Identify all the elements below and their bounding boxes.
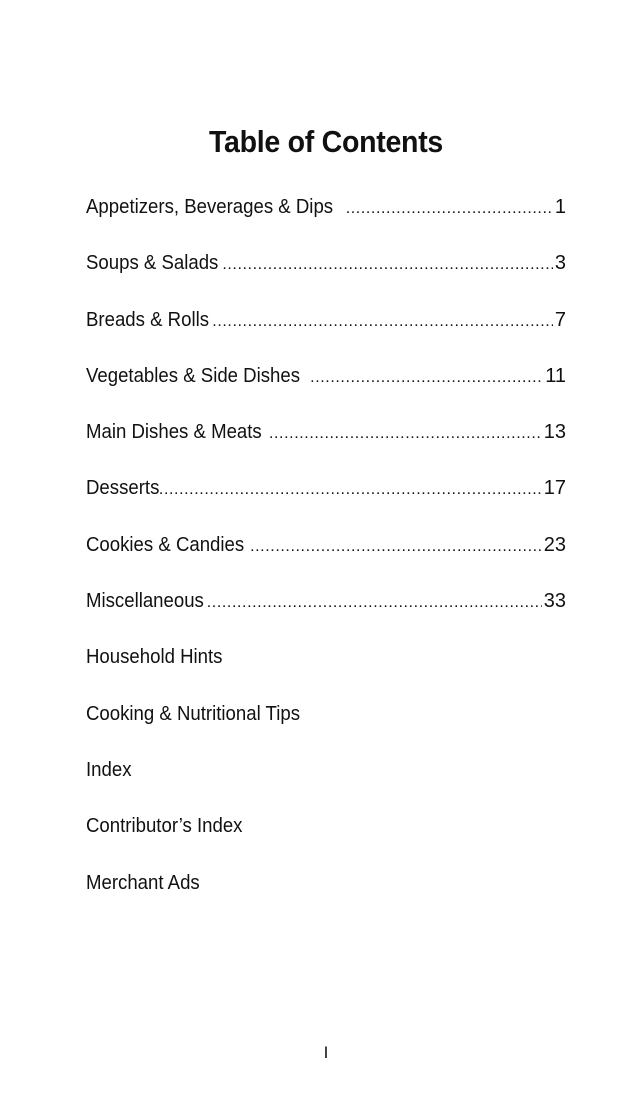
toc-entry-label: Cooking & Nutritional Tips	[86, 702, 301, 725]
toc-entry-page: 13	[543, 421, 566, 444]
toc-dot-leader	[250, 538, 542, 556]
toc-entry	[86, 365, 566, 421]
toc-dot-leader	[212, 313, 553, 331]
toc-entry	[86, 252, 566, 308]
toc-entry	[86, 196, 566, 252]
toc-entry-page: 7	[554, 308, 566, 331]
toc-entry	[86, 815, 566, 871]
toc-dot-leader	[222, 256, 553, 274]
toc-entry	[86, 646, 566, 702]
toc-entry	[86, 534, 566, 590]
toc-entry	[86, 309, 566, 365]
toc-entry-label: Breads & Rolls	[86, 308, 210, 331]
toc-entry	[86, 477, 566, 533]
toc-entry-label: Appetizers, Beverages & Dips	[86, 196, 334, 218]
toc-entry	[86, 759, 566, 815]
toc-entry-page: 3	[554, 252, 566, 275]
toc-entry-label: Household Hints	[86, 646, 223, 669]
toc-entry-label: Vegetables & Side Dishes	[86, 364, 301, 387]
toc-dot-leader	[346, 200, 553, 218]
page-number: I	[323, 1043, 329, 1062]
toc-dot-leader	[269, 425, 542, 443]
toc-entry-page: 23	[543, 533, 566, 556]
toc-entry-page: 1	[554, 196, 566, 218]
toc-list	[86, 196, 566, 928]
toc-entry	[86, 590, 566, 646]
toc-entry-label: Soups & Salads	[86, 252, 219, 275]
toc-entry	[86, 703, 566, 759]
toc-entry-page: 17	[543, 477, 566, 500]
toc-entry-label: Desserts	[86, 477, 160, 500]
page-title: Table of Contents	[208, 124, 444, 159]
toc-dot-leader	[310, 369, 543, 387]
toc-entry-label: Merchant Ads	[86, 871, 200, 894]
toc-dot-leader	[159, 481, 542, 499]
toc-entry-label: Contributor’s Index	[86, 815, 243, 838]
toc-dot-leader	[207, 594, 542, 612]
toc-entry-page: 11	[545, 364, 566, 387]
toc-entry-label: Cookies & Candies	[86, 533, 245, 556]
toc-entry-label: Index	[86, 758, 132, 781]
toc-entry-page: 33	[543, 590, 566, 613]
toc-entry	[86, 872, 566, 928]
toc-entry-label: Main Dishes & Meats	[86, 421, 262, 444]
toc-entry-label: Miscellaneous	[86, 590, 204, 613]
toc-entry	[86, 421, 566, 477]
